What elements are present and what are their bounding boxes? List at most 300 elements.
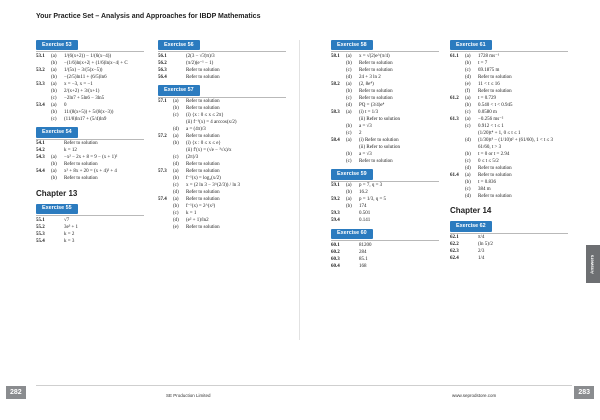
answer-row [450,115,568,122]
part-label: (a) [465,172,471,178]
question-number: 58.3 [331,109,340,115]
question-number: 59.4 [331,218,340,224]
answer-row [36,59,144,66]
part-label: (a) [465,116,471,122]
answer-row [158,73,286,80]
answer-text: 61/60, t > 3 [478,144,502,150]
answer-row [331,73,439,80]
answer-text: 69.1875 m [478,67,500,73]
part-label: (a) [346,197,352,203]
answer-text: Refer to solution [64,162,98,168]
answer-text: Refer to solution [478,193,512,199]
answer-text: π/4 [478,235,485,241]
part-label: (c) [173,113,179,119]
answer-list [158,98,286,231]
answer-row [331,87,439,94]
answer-text: 168 [359,263,367,269]
part-label: (b) [173,204,179,210]
part-label: (a) [346,183,352,189]
answer-row [450,171,568,178]
answer-row [158,147,286,154]
exercise-61-block [450,40,568,199]
question-number: 54.3 [36,155,45,161]
answer-row [331,101,439,108]
answer-text: 1/4 [478,256,485,262]
part-label: (a) [51,67,57,73]
answer-row [36,168,144,175]
answer-row [36,223,144,230]
answer-text: 0 ≤ t ≤ 5/2 [478,158,499,164]
answer-text: Refer to solution [186,106,220,112]
answer-row [331,136,439,143]
answer-row [36,66,144,73]
answer-row [158,126,286,133]
answer-row [158,196,286,203]
answer-text: 0 [64,102,67,108]
answer-column-1 [36,40,144,249]
chapter-title: Chapter 13 [36,188,78,198]
exercise-heading: Exercise 54 [36,127,78,137]
part-label: (d) [465,165,471,171]
answer-text: f⁻¹(x) = log₂(x/2) [186,176,221,182]
answer-text: (ln 5)/2 [478,242,493,248]
answer-text: Refer to solution [359,67,393,73]
part-label: (b) [51,176,57,182]
answers-side-tab: Answers [586,245,600,283]
answer-row [158,98,286,105]
answer-text: k = 3 [64,238,75,244]
answer-row [158,161,286,168]
answer-row [158,182,286,189]
answer-text: 2/(x+2) + 3/(x+1) [64,88,100,94]
answer-row [450,150,568,157]
question-number: 53.4 [36,102,45,108]
answer-text: k = 1 [186,211,197,217]
answer-row [36,108,144,115]
answer-row [331,66,439,73]
question-number: 53.1 [36,53,45,59]
answer-text: x² + 8x + 20 = (x + 4)² + 4 [64,169,117,175]
question-number: 54.2 [36,148,45,154]
exercise-59-block [331,169,439,223]
answer-text: 174 [359,204,367,210]
question-number: 61.3 [450,116,459,122]
answer-row [331,189,439,196]
question-number: 60.3 [331,256,340,262]
answer-text: Refer to solution [186,162,220,168]
exercise-heading: Exercise 60 [331,229,373,239]
answer-text: Refer to solution [64,176,98,182]
question-number: 62.3 [450,249,459,255]
question-number: 55.2 [36,224,45,230]
answer-row [36,216,144,223]
publisher-credit: SE Production Limited [166,393,211,398]
answer-text: −2ln7 + 5ln6 − 3ln5 [64,95,105,101]
exercise-54-block [36,127,144,181]
answer-text: (11/8)ln17 + (5/4)ln9 [64,116,107,122]
answer-row [331,203,439,210]
question-number: 57.3 [158,169,167,175]
answer-text: 284 [359,249,367,255]
answer-text: p = 7, q = 3 [359,183,383,189]
answer-text: −(1/6)ln|x+2| + (1/6)ln|x−4| + C [64,60,128,66]
part-label: (b) [51,74,57,80]
answer-row [331,262,439,269]
answer-row [450,59,568,66]
part-label: (b) [51,109,57,115]
part-label: (f) [465,88,470,94]
answer-row [331,196,439,203]
answer-list [450,234,568,262]
answer-text: Refer to solution [64,141,98,147]
question-number: 61.4 [450,172,459,178]
part-label: (a) [346,109,352,115]
part-label: (a) [51,102,57,108]
answer-text: (i) {x : 0 ≤ x ≤ e} [186,141,221,147]
answer-row [331,210,439,217]
footer-rule [36,385,572,386]
answer-text: 1728 ms⁻¹ [478,53,500,59]
answer-text: x = −3, x = −1 [64,81,93,87]
part-label: (c) [465,158,471,164]
question-number: 57.4 [158,197,167,203]
part-label: (a) [465,53,471,59]
question-number: 60.4 [331,263,340,269]
answer-row [158,210,286,217]
answer-text: Refer to solution [186,190,220,196]
answer-row [36,154,144,161]
answer-text: a = √3 [359,151,372,157]
part-label: (a) [465,95,471,101]
answer-row [331,129,439,136]
part-label: (c) [465,109,471,115]
answer-list [331,241,439,269]
answer-text: 2 [359,130,362,136]
answer-text: t = 0.729 [478,95,496,101]
question-number: 61.1 [450,53,459,59]
part-label: (c) [173,211,179,217]
exercise-heading: Exercise 56 [158,40,200,50]
answer-text: 1/(6(x+2)) − 1/(6(x−4)) [64,53,112,59]
part-label: (a) [346,137,352,143]
answer-text: p = 1/3, q = 5 [359,197,387,203]
answer-row [450,185,568,192]
part-label: (b) [51,60,57,66]
answer-row [158,175,286,182]
part-label: (b) [465,151,471,157]
answer-text: x = (2 ln 3 − 3^(2/3)) / ln 3 [186,183,240,189]
answer-text: Refer to solution [359,158,393,164]
part-label: (d) [346,74,352,80]
answer-row [450,255,568,262]
answer-row [36,94,144,101]
answer-text: Refer to solution [359,95,393,101]
part-label: (c) [51,95,57,101]
answer-text: t = 0 or t = 2.94 [478,151,510,157]
part-label: (e) [465,81,471,87]
question-number: 56.3 [158,67,167,73]
answer-row [450,241,568,248]
page-header: Your Practice Set – Analysis and Approaches for IBDP Mathematics [36,13,261,20]
answer-text: Refer to solution [186,134,220,140]
question-number: 54.1 [36,141,45,147]
answer-text: t = 7 [478,60,488,66]
answer-text: 81200 [359,242,372,248]
question-number: 62.2 [450,242,459,248]
question-number: 58.4 [331,137,340,143]
question-number: 53.2 [36,67,45,73]
answer-text: k = 2 [64,231,75,237]
part-label: (a) [173,169,179,175]
answer-row [158,66,286,73]
part-label: (b) [346,88,352,94]
part-label: (a) [51,53,57,59]
answer-text: 24 + 3 ln 2 [359,74,381,80]
exercise-56-block [158,40,286,80]
answer-text: −x² − 2x + 8 = 9 − (x + 1)² [64,155,118,161]
part-label: (d) [465,137,471,143]
answer-row [158,119,286,126]
answer-row [331,122,439,129]
exercise-heading: Exercise 58 [331,40,373,50]
answer-text: (1/30)t³ − (1/10)t² + (61/60), 1 < t ≤ 3 [478,137,554,143]
answer-row [36,230,144,237]
answer-text: Refer to solution [478,172,512,178]
answer-row [450,129,568,136]
part-label: (b) [346,123,352,129]
answer-row [158,203,286,210]
answer-row [450,94,568,101]
answer-row [36,175,144,182]
question-number: 56.4 [158,74,167,80]
answer-row [331,217,439,224]
answer-text: Refer to solution [186,67,220,73]
answer-row [331,157,439,164]
answer-row [36,147,144,154]
exercise-60-block [331,229,439,269]
answer-row [450,136,568,143]
answer-text: 85.1 [359,256,368,262]
answer-text: (i) Refer to solution [359,137,399,143]
answer-row [450,87,568,94]
part-label: (a) [173,99,179,105]
answer-row [450,73,568,80]
part-label: (d) [173,218,179,224]
answer-text: 11/(8(x+5)) + 5/(8(x−3)) [64,109,114,115]
answer-row [158,168,286,175]
part-label: (b) [346,60,352,66]
question-number: 57.2 [158,134,167,140]
answer-row [331,115,439,122]
part-label: (c) [346,158,352,164]
part-label: (d) [346,102,352,108]
part-label: (c) [346,130,352,136]
question-number: 59.1 [331,183,340,189]
answer-row [158,112,286,119]
answer-row [331,80,439,87]
question-number: 59.2 [331,197,340,203]
answer-list [450,52,568,199]
part-label: (b) [51,162,57,168]
answer-text: t = 0.836 [478,179,496,185]
exercise-heading: Exercise 57 [158,85,200,95]
part-label: (a) [173,134,179,140]
part-label: (c) [51,116,57,122]
part-label: (b) [51,88,57,94]
answer-row [331,241,439,248]
answer-text: (i) {x : 0 ≤ x ≤ 2π} [186,113,224,119]
question-number: 60.2 [331,249,340,255]
answer-row [158,105,286,112]
answer-row [450,157,568,164]
answer-row [331,108,439,115]
answer-text: 11 < t ≤ 16 [478,81,500,87]
answer-text: 16.2 [359,190,368,196]
question-number: 62.4 [450,256,459,262]
chapter-title: Chapter 14 [450,206,492,216]
question-number: 58.2 [331,81,340,87]
answer-row [158,154,286,161]
exercise-62-block [450,221,568,261]
answer-text: Refer to solution [478,88,512,94]
answer-row [36,87,144,94]
answer-text: Refer to solution [186,197,220,203]
answer-row [331,182,439,189]
answer-text: 0.0580 m [478,109,497,115]
answer-row [331,143,439,150]
answer-text: 0.540 < t < 0.945 [478,102,513,108]
answer-row [450,192,568,199]
part-label: (b) [346,204,352,210]
answer-row [450,108,568,115]
exercise-heading: Exercise 62 [450,221,492,231]
question-number: 54.4 [36,169,45,175]
part-label: (b) [346,151,352,157]
part-label: (c) [173,183,179,189]
answer-row [450,66,568,73]
answer-row [36,52,144,59]
question-number: 53.3 [36,81,45,87]
answer-text: −0.256 ms⁻² [478,116,504,122]
question-number: 55.3 [36,231,45,237]
answer-text: (1/20)t⁴ + 1, 0 ≤ t ≤ 1 [478,130,521,136]
answer-text: 3e³ + 1 [64,224,79,230]
answer-list [36,140,144,182]
answer-row [158,59,286,66]
answer-text: Refer to solution [186,225,220,231]
exercise-53-block [36,40,144,122]
page-number-left: 282 [6,386,26,399]
answer-text: (ii) f⁻¹(x) = 4 arccos(x/2) [186,120,237,126]
answer-list [36,52,144,122]
question-number: 62.1 [450,235,459,241]
answer-row [36,80,144,87]
part-label: (b) [465,102,471,108]
answer-text: PQ = (3/4)e⁴ [359,102,385,108]
part-label: (d) [173,127,179,133]
answer-list [331,182,439,224]
answer-text: a = √3 [359,123,372,129]
page-spread-divider [299,40,300,340]
part-label: (c) [465,67,471,73]
answer-row [331,150,439,157]
answer-text: (2, 8e⁴) [359,81,374,87]
answer-text: (π/2)(e⁻¹ − 1) [186,60,214,66]
part-label: (a) [173,197,179,203]
answer-row [450,101,568,108]
question-number: 55.1 [36,217,45,223]
answer-text: x = √(2)e^(π/4) [359,53,390,59]
part-label: (d) [465,74,471,80]
answer-row [450,164,568,171]
part-label: (c) [346,67,352,73]
exercise-58-block [331,40,439,164]
part-label: (b) [173,106,179,112]
answer-text: 0.141 [359,218,371,224]
answer-text: √7 [64,217,70,223]
answer-list [331,52,439,164]
question-number: 55.4 [36,238,45,244]
answer-row [36,101,144,108]
answer-list [158,52,286,80]
question-number: 56.2 [158,60,167,66]
question-number: 58.1 [331,53,340,59]
answer-text: (ii) Refer to solution [359,116,400,122]
question-number: 57.1 [158,99,167,105]
answer-text: (2(3 − √3)π)/3 [186,53,215,59]
answer-text: (e² + 1)/ln2 [186,218,209,224]
answer-text: −(2/5)ln11 + (6/5)ln6 [64,74,107,80]
question-number: 60.1 [331,242,340,248]
answer-row [158,189,286,196]
exercise-heading: Exercise 59 [331,169,373,179]
answer-text: Refer to solution [186,74,220,80]
part-label: (b) [173,176,179,182]
answer-text: a = (4π)/3 [186,127,206,133]
answer-text: 0.912 < t ≤ 1 [478,123,504,129]
answer-row [450,143,568,150]
exercise-heading: Exercise 55 [36,204,78,214]
exercise-heading: Exercise 61 [450,40,492,50]
question-number: 59.3 [331,211,340,217]
answer-row [36,161,144,168]
part-label: (a) [51,155,57,161]
part-label: (c) [465,186,471,192]
part-label: (c) [465,123,471,129]
answer-text: 384 m [478,186,491,192]
part-label: (c) [173,155,179,161]
part-label: (a) [346,53,352,59]
answer-row [450,122,568,129]
answer-text: Refer to solution [359,88,393,94]
answer-row [158,217,286,224]
answer-text: 1/(5x) − 3/(5(x−5)) [64,67,103,73]
answer-row [331,255,439,262]
answer-column-3 [331,40,439,274]
answer-row [450,80,568,87]
answer-row [36,237,144,244]
answer-row [158,224,286,231]
answer-row [36,115,144,122]
answer-row [36,140,144,147]
answer-row [450,52,568,59]
answer-row [331,52,439,59]
answer-row [331,248,439,255]
answer-text: Refer to solution [359,60,393,66]
answer-row [450,234,568,241]
answer-text: Refer to solution [186,169,220,175]
website-credit: www.seprodstore.com [452,393,497,398]
